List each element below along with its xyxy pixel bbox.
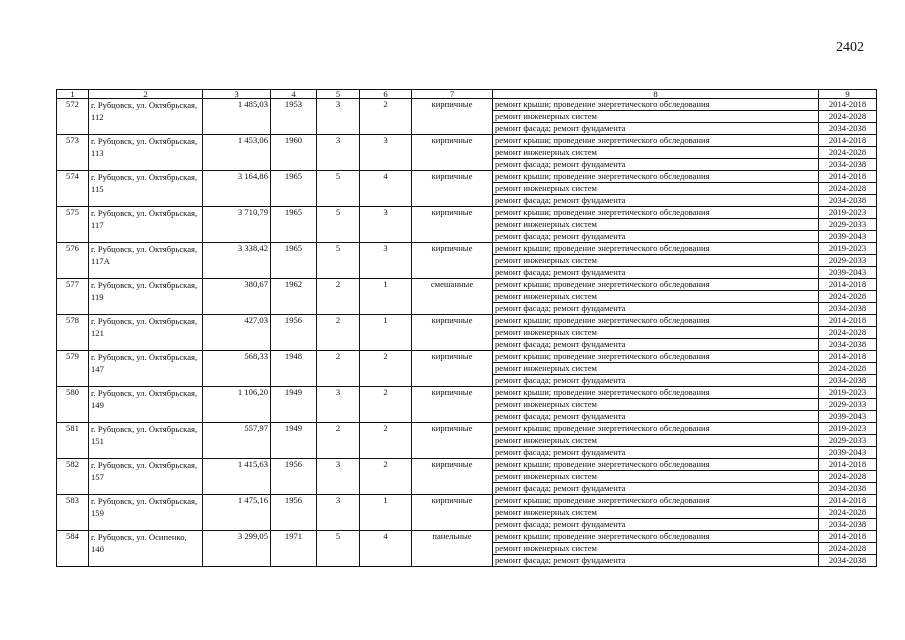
record-area: 427,03 — [203, 315, 271, 351]
page-number: 2402 — [836, 40, 864, 55]
record-year: 1956 — [271, 495, 317, 531]
repair-work: ремонт крыши; проведение энергетического обследования — [493, 135, 819, 147]
repair-work: ремонт фасада; ремонт фундамента — [493, 411, 819, 423]
repair-period: 2034-2038 — [819, 303, 877, 315]
repair-period: 2014-2018 — [819, 531, 877, 543]
repair-period: 2014-2018 — [819, 315, 877, 327]
record-year: 1956 — [271, 459, 317, 495]
record-year: 1953 — [271, 99, 317, 135]
record-number: 576 — [57, 243, 89, 279]
record-floors: 3 — [317, 387, 360, 423]
table-row — [57, 207, 877, 219]
repair-period: 2014-2018 — [819, 495, 877, 507]
table-row — [57, 315, 877, 327]
repair-period: 2034-2038 — [819, 123, 877, 135]
repair-period: 2024-2028 — [819, 363, 877, 375]
repair-period: 2019-2023 — [819, 207, 877, 219]
repair-period: 2024-2028 — [819, 291, 877, 303]
repair-work: ремонт инженерных систем — [493, 327, 819, 339]
record-floors: 5 — [317, 171, 360, 207]
record-entrances: 3 — [360, 207, 412, 243]
record-address: г. Рубцовск, ул. Осипенко, 140 — [89, 531, 203, 567]
repair-period: 2024-2028 — [819, 507, 877, 519]
repair-work: ремонт инженерных систем — [493, 219, 819, 231]
record-address: г. Рубцовск, ул. Октябрьская, 149 — [89, 387, 203, 423]
repair-work: ремонт фасада; ремонт фундамента — [493, 195, 819, 207]
repair-work: ремонт крыши; проведение энергетического обследования — [493, 531, 819, 543]
record-entrances: 2 — [360, 423, 412, 459]
record-entrances: 3 — [360, 243, 412, 279]
repair-work: ремонт инженерных систем — [493, 111, 819, 123]
table-row — [57, 351, 877, 363]
record-area: 1 415,63 — [203, 459, 271, 495]
housing-repair-table — [56, 89, 877, 567]
repair-period: 2034-2038 — [819, 375, 877, 387]
table-row — [57, 531, 877, 543]
header-col-8: 8 — [493, 90, 819, 99]
record-area: 3 299,05 — [203, 531, 271, 567]
record-address: г. Рубцовск, ул. Октябрьская, 115 — [89, 171, 203, 207]
header-col-7: 7 — [412, 90, 493, 99]
record-floors: 5 — [317, 243, 360, 279]
record-address: г. Рубцовск, ул. Октябрьская, 159 — [89, 495, 203, 531]
record-address: г. Рубцовск, ул. Октябрьская, 121 — [89, 315, 203, 351]
record-year: 1960 — [271, 135, 317, 171]
record-number: 574 — [57, 171, 89, 207]
repair-work: ремонт фасада; ремонт фундамента — [493, 231, 819, 243]
record-wall-material: кирпичные — [412, 207, 493, 243]
record-year: 1971 — [271, 531, 317, 567]
repair-period: 2039-2043 — [819, 231, 877, 243]
record-number: 578 — [57, 315, 89, 351]
record-entrances: 1 — [360, 495, 412, 531]
repair-work: ремонт инженерных систем — [493, 471, 819, 483]
repair-work: ремонт фасада; ремонт фундамента — [493, 447, 819, 459]
repair-period: 2029-2033 — [819, 219, 877, 231]
repair-work: ремонт фасада; ремонт фундамента — [493, 123, 819, 135]
repair-period: 2029-2033 — [819, 255, 877, 267]
record-entrances: 4 — [360, 531, 412, 567]
repair-work: ремонт инженерных систем — [493, 399, 819, 411]
repair-period: 2024-2028 — [819, 183, 877, 195]
record-area: 1 475,16 — [203, 495, 271, 531]
record-number: 580 — [57, 387, 89, 423]
record-address: г. Рубцовск, ул. Октябрьская, 119 — [89, 279, 203, 315]
repair-period: 2024-2028 — [819, 147, 877, 159]
record-address: г. Рубцовск, ул. Октябрьская, 117А — [89, 243, 203, 279]
record-floors: 3 — [317, 135, 360, 171]
repair-period: 2014-2018 — [819, 351, 877, 363]
repair-period: 2024-2028 — [819, 111, 877, 123]
repair-work: ремонт фасада; ремонт фундамента — [493, 339, 819, 351]
repair-period: 2039-2043 — [819, 267, 877, 279]
record-number: 579 — [57, 351, 89, 387]
record-address: г. Рубцовск, ул. Октябрьская, 113 — [89, 135, 203, 171]
record-floors: 5 — [317, 207, 360, 243]
table-row — [57, 279, 877, 291]
table-row — [57, 243, 877, 255]
record-wall-material: кирпичные — [412, 495, 493, 531]
record-number: 582 — [57, 459, 89, 495]
table-row — [57, 135, 877, 147]
record-entrances: 2 — [360, 351, 412, 387]
record-number: 572 — [57, 99, 89, 135]
repair-period: 2014-2018 — [819, 135, 877, 147]
repair-period: 2039-2043 — [819, 447, 877, 459]
repair-work: ремонт крыши; проведение энергетического обследования — [493, 279, 819, 291]
repair-period: 2019-2023 — [819, 423, 877, 435]
record-year: 1962 — [271, 279, 317, 315]
repair-work: ремонт фасада; ремонт фундамента — [493, 159, 819, 171]
record-address: г. Рубцовск, ул. Октябрьская, 112 — [89, 99, 203, 135]
record-floors: 2 — [317, 423, 360, 459]
repair-work: ремонт крыши; проведение энергетического обследования — [493, 207, 819, 219]
record-wall-material: кирпичные — [412, 315, 493, 351]
record-entrances: 2 — [360, 99, 412, 135]
repair-work: ремонт крыши; проведение энергетического обследования — [493, 351, 819, 363]
record-area: 1 106,20 — [203, 387, 271, 423]
record-year: 1965 — [271, 207, 317, 243]
repair-work: ремонт инженерных систем — [493, 255, 819, 267]
table-row — [57, 171, 877, 183]
repair-work: ремонт инженерных систем — [493, 183, 819, 195]
repair-work: ремонт инженерных систем — [493, 147, 819, 159]
header-col-1: 1 — [57, 90, 89, 99]
record-area: 568,33 — [203, 351, 271, 387]
repair-work: ремонт инженерных систем — [493, 291, 819, 303]
repair-work: ремонт фасада; ремонт фундамента — [493, 555, 819, 567]
record-number: 581 — [57, 423, 89, 459]
header-col-9: 9 — [819, 90, 877, 99]
repair-period: 2019-2023 — [819, 387, 877, 399]
repair-period: 2034-2038 — [819, 339, 877, 351]
repair-work: ремонт крыши; проведение энергетического обследования — [493, 315, 819, 327]
record-number: 584 — [57, 531, 89, 567]
record-address: г. Рубцовск, ул. Октябрьская, 117 — [89, 207, 203, 243]
repair-work: ремонт крыши; проведение энергетического обследования — [493, 495, 819, 507]
record-wall-material: кирпичные — [412, 99, 493, 135]
record-area: 1 453,06 — [203, 135, 271, 171]
table-row — [57, 459, 877, 471]
record-area: 3 710,79 — [203, 207, 271, 243]
repair-period: 2014-2018 — [819, 99, 877, 111]
record-wall-material: смешанные — [412, 279, 493, 315]
repair-work: ремонт инженерных систем — [493, 543, 819, 555]
repair-period: 2034-2038 — [819, 519, 877, 531]
record-year: 1948 — [271, 351, 317, 387]
record-wall-material: кирпичные — [412, 135, 493, 171]
repair-period: 2024-2028 — [819, 471, 877, 483]
repair-period: 2034-2038 — [819, 195, 877, 207]
record-year: 1965 — [271, 171, 317, 207]
repair-work: ремонт крыши; проведение энергетического обследования — [493, 459, 819, 471]
record-wall-material: панельные — [412, 531, 493, 567]
repair-period: 2024-2028 — [819, 327, 877, 339]
record-wall-material: кирпичные — [412, 459, 493, 495]
repair-period: 2014-2018 — [819, 171, 877, 183]
record-area: 1 485,03 — [203, 99, 271, 135]
record-floors: 2 — [317, 279, 360, 315]
record-year: 1949 — [271, 387, 317, 423]
record-entrances: 2 — [360, 459, 412, 495]
record-address: г. Рубцовск, ул. Октябрьская, 147 — [89, 351, 203, 387]
record-entrances: 1 — [360, 315, 412, 351]
record-year: 1949 — [271, 423, 317, 459]
record-number: 583 — [57, 495, 89, 531]
table-row — [57, 423, 877, 435]
repair-period: 2029-2033 — [819, 399, 877, 411]
record-number: 573 — [57, 135, 89, 171]
repair-work: ремонт фасада; ремонт фундамента — [493, 375, 819, 387]
record-floors: 5 — [317, 531, 360, 567]
record-wall-material: кирпичные — [412, 423, 493, 459]
record-address: г. Рубцовск, ул. Октябрьская, 157 — [89, 459, 203, 495]
record-floors: 3 — [317, 459, 360, 495]
repair-work: ремонт инженерных систем — [493, 363, 819, 375]
repair-period: 2029-2033 — [819, 435, 877, 447]
record-entrances: 1 — [360, 279, 412, 315]
repair-period: 2034-2038 — [819, 483, 877, 495]
header-col-2: 2 — [89, 90, 203, 99]
header-col-3: 3 — [203, 90, 271, 99]
record-year: 1956 — [271, 315, 317, 351]
header-col-4: 4 — [271, 90, 317, 99]
repair-work: ремонт инженерных систем — [493, 507, 819, 519]
repair-period: 2014-2018 — [819, 279, 877, 291]
record-floors: 2 — [317, 315, 360, 351]
repair-work: ремонт крыши; проведение энергетического обследования — [493, 387, 819, 399]
record-area: 3 338,42 — [203, 243, 271, 279]
record-entrances: 3 — [360, 135, 412, 171]
repair-work: ремонт крыши; проведение энергетического обследования — [493, 171, 819, 183]
record-wall-material: кирпичные — [412, 243, 493, 279]
record-floors: 3 — [317, 99, 360, 135]
table-body — [57, 99, 877, 567]
record-wall-material: кирпичные — [412, 351, 493, 387]
table-row — [57, 387, 877, 399]
record-area: 3 164,86 — [203, 171, 271, 207]
record-entrances: 2 — [360, 387, 412, 423]
table-row — [57, 495, 877, 507]
record-address: г. Рубцовск, ул. Октябрьская, 151 — [89, 423, 203, 459]
header-col-6: 6 — [360, 90, 412, 99]
header-col-5: 5 — [317, 90, 360, 99]
repair-period: 2019-2023 — [819, 243, 877, 255]
record-entrances: 4 — [360, 171, 412, 207]
repair-work: ремонт крыши; проведение энергетического обследования — [493, 99, 819, 111]
record-floors: 2 — [317, 351, 360, 387]
header-row — [57, 90, 877, 99]
record-number: 575 — [57, 207, 89, 243]
repair-work: ремонт фасада; ремонт фундамента — [493, 303, 819, 315]
repair-work: ремонт инженерных систем — [493, 435, 819, 447]
repair-work: ремонт фасада; ремонт фундамента — [493, 483, 819, 495]
repair-work: ремонт фасада; ремонт фундамента — [493, 267, 819, 279]
record-wall-material: кирпичные — [412, 387, 493, 423]
record-year: 1965 — [271, 243, 317, 279]
repair-period: 2034-2038 — [819, 159, 877, 171]
repair-period: 2024-2028 — [819, 543, 877, 555]
record-wall-material: кирпичные — [412, 171, 493, 207]
record-area: 380,67 — [203, 279, 271, 315]
table-row — [57, 99, 877, 111]
record-area: 557,97 — [203, 423, 271, 459]
repair-work: ремонт крыши; проведение энергетического обследования — [493, 423, 819, 435]
record-number: 577 — [57, 279, 89, 315]
repair-period: 2034-2038 — [819, 555, 877, 567]
repair-work: ремонт фасада; ремонт фундамента — [493, 519, 819, 531]
repair-work: ремонт крыши; проведение энергетического обследования — [493, 243, 819, 255]
repair-period: 2039-2043 — [819, 411, 877, 423]
repair-period: 2014-2018 — [819, 459, 877, 471]
record-floors: 3 — [317, 495, 360, 531]
